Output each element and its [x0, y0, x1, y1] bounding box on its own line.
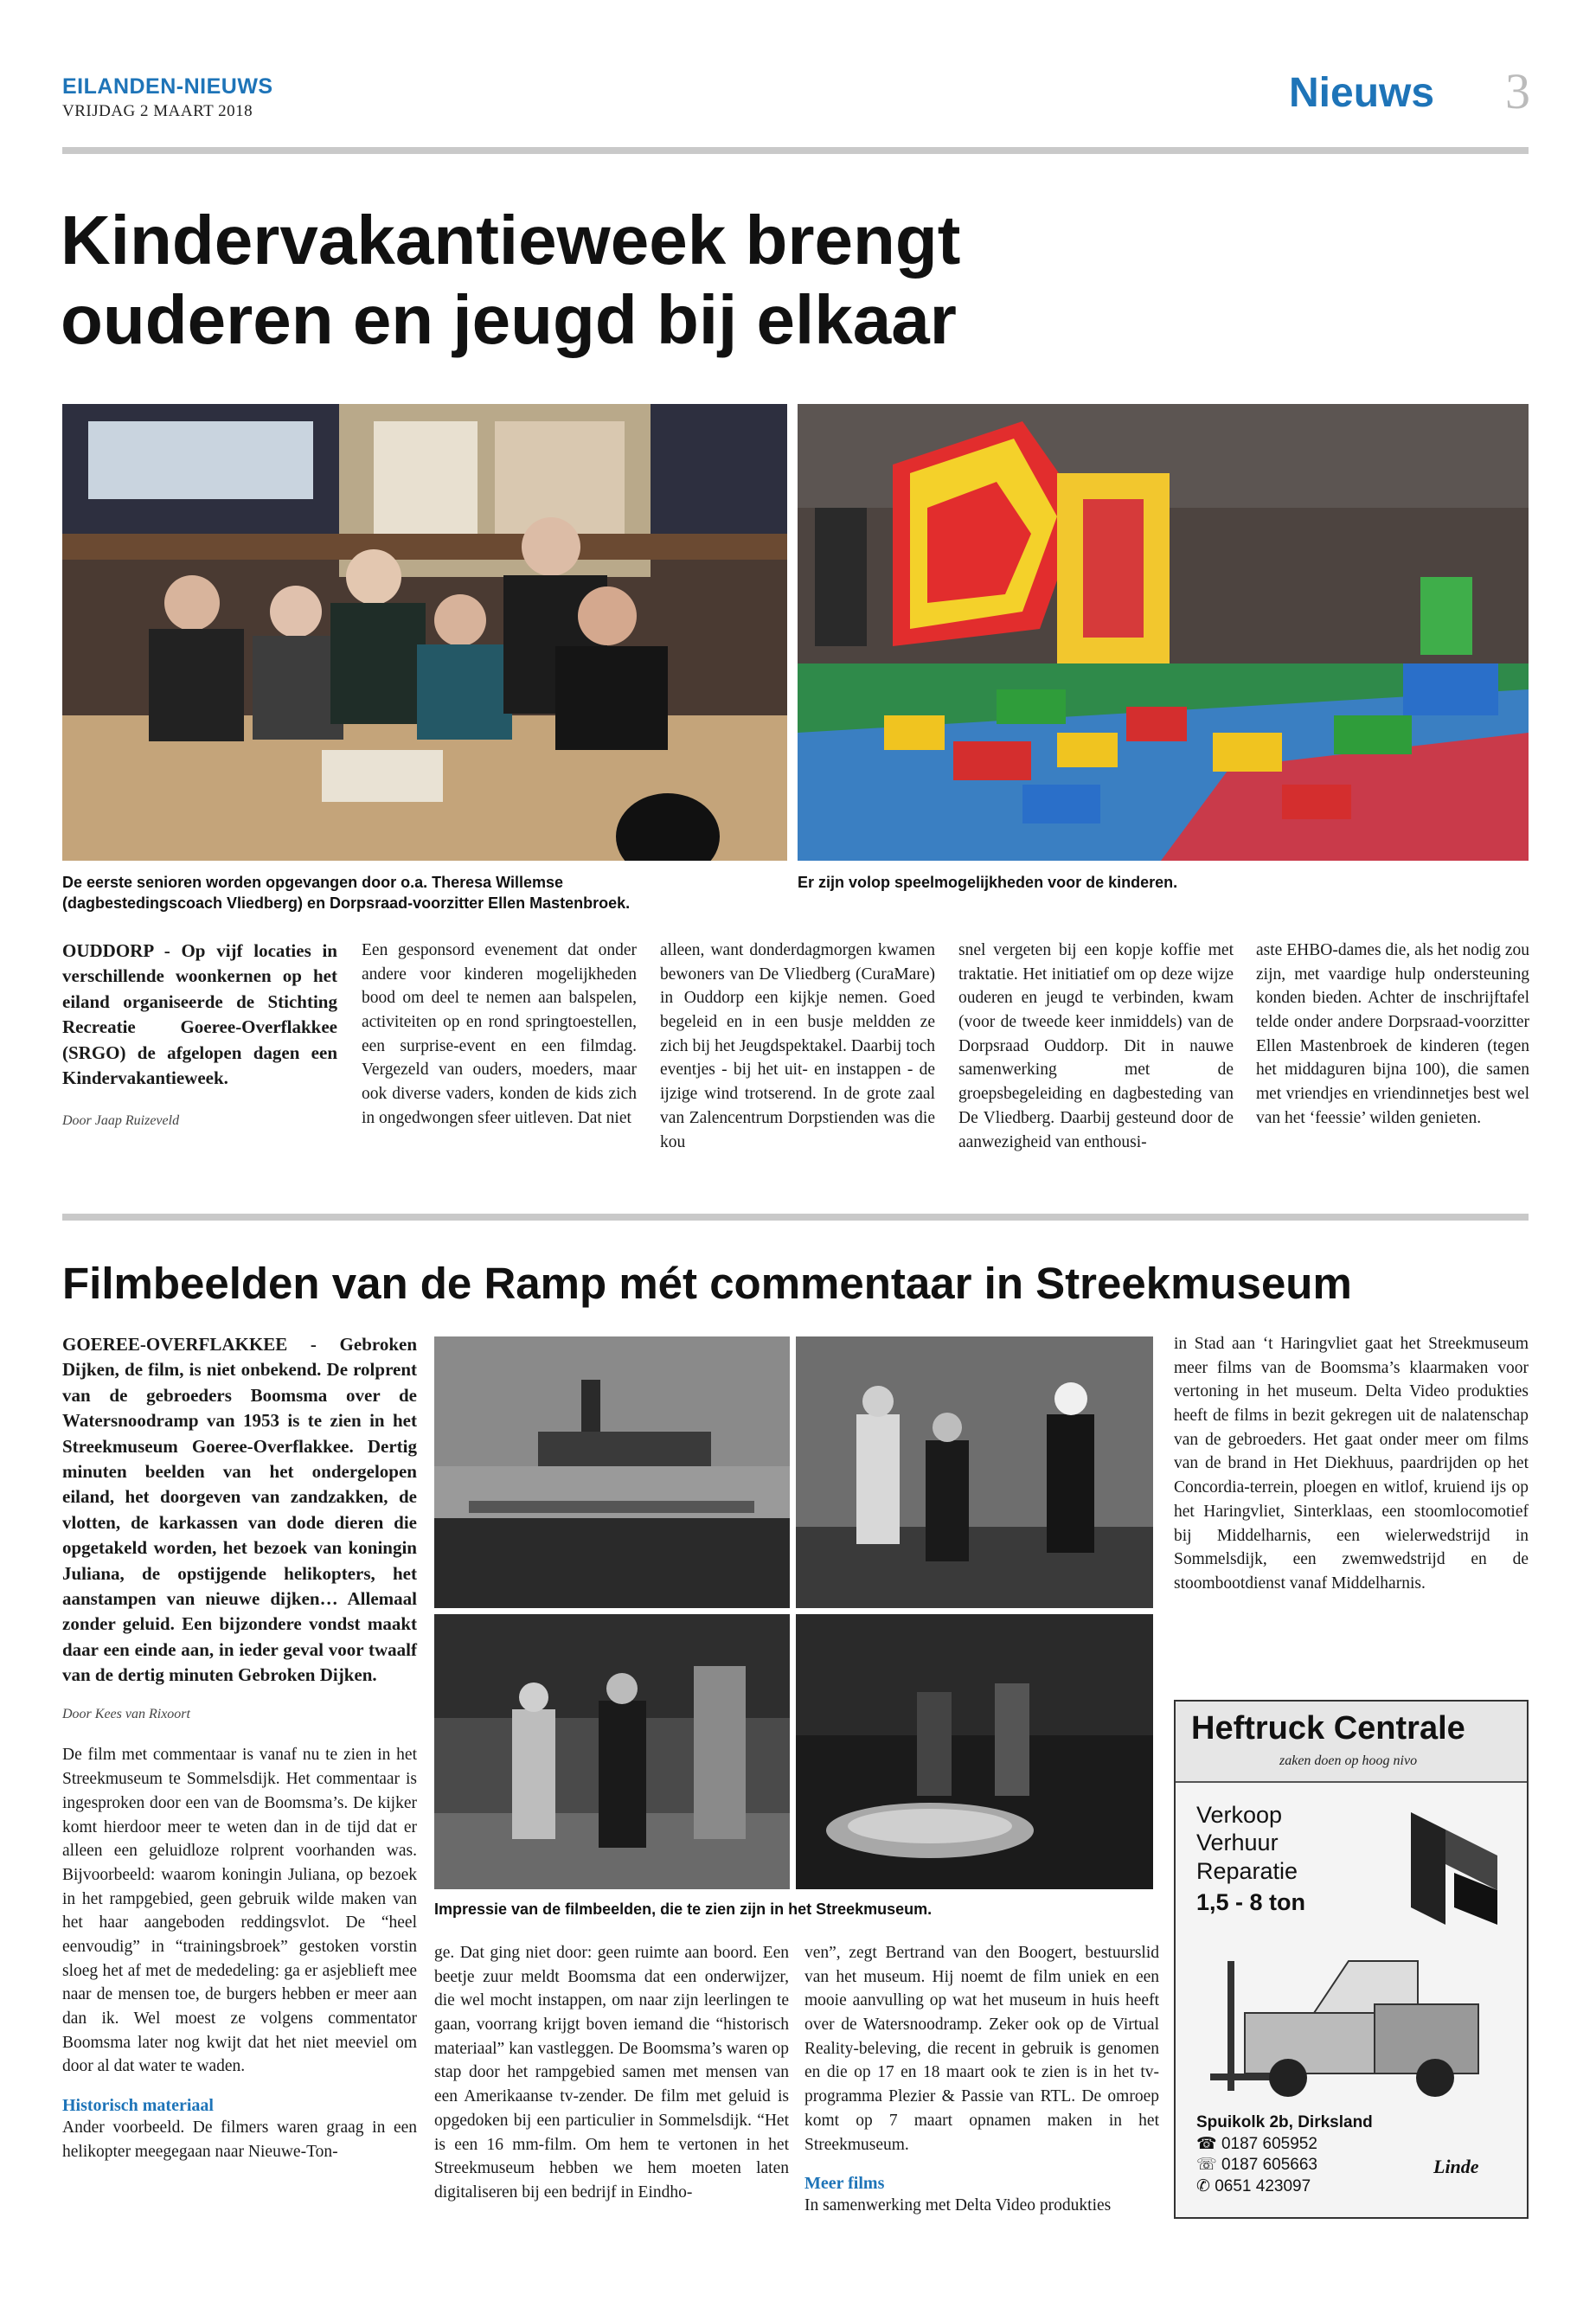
article1-col-3: alleen, want donderdagmorgen kwamen bewoners van De Vliedberg (CuraMare) in Ouddorp een kijkje nemen. Goed begeleid en in een busje meldden ze zich bij het Jeugdspektakel. Daarbij toch eventjes - bij het uit- en instappen - de ijzige wind trotserend. In de grote zaal van Zalencentrum Dorpstienden was die kou	[660, 941, 935, 1151]
ad-phone-1-row	[1196, 2134, 1373, 2156]
article2-col-1	[62, 1332, 417, 2163]
article2-col-1-body: De film met commentaar is vanaf nu te zien in het Streekmuseum te Sommelsdijk. Het commentaar is ingesproken door een van de Boomsma’s. De kijker komt hierdoor meer te weten dan in de tijd dat er alleen een geluidloze rolprent voorhanden was. Bijvoorbeeld: waarom koningin Juliana, op bezoek in het rampgebied, geen gebruik wilde maken van het haar aangeboden reddingsvlot. De “heel eenvoudig” in “trainingsbroek” gestoken vorstin sloeg het af met de mededeling: ga er asjeblieft mee naar de mensen toe, de burgers hebben er meer aan dan ik. Wel moest ze volgens commentator Boomsma later nog kwijt dat het niet meeviel om door al dat water te waden.	[62, 1746, 417, 2076]
ad-phone-2-row	[1196, 2155, 1373, 2176]
article1-col-2: Een gesponsord evenement dat onder andere voor kinderen mogelijkheden bood om deel te nemen aan balspelen, activiteiten op en rond springtoestellen, een surprise-event en een filmdag. Vergezeld van ouders, moeders, maar ook diverse vaders, konden de kids zich in ongedwongen sfeer uitleven. Dat niet	[362, 941, 637, 1127]
article2-headline: Filmbeelden van de Ramp mét commentaar in Streekmuseum	[62, 1259, 1352, 1308]
ad-address: Spuikolk 2b, Dirksland	[1196, 2113, 1373, 2131]
caption-playhall: Er zijn volop speelmogelijkheden voor de kinderen.	[798, 874, 1178, 891]
ad-header	[1176, 1702, 1527, 1783]
article2-col-1-end: Ander voorbeeld. De filmers waren graag in een helikopter meegegaan naar Nieuwe-Ton-	[62, 2118, 417, 2161]
ad-contact	[1196, 2112, 1373, 2198]
ad-brand-logo: Linde	[1433, 2156, 1479, 2177]
article2-lead: GOEREE-OVERFLAKKEE - Gebroken Dijken, de film, is niet onbekend. De rolprent van de gebroeders Boomsma over de Watersnoodramp van 1953 is te zien in het Streekmuseum Goeree-Overflakkee. Dertig minuten beelden van het ondergelopen eiland, het doorgeven van zandzakken, de vlotten, de karkassen van dode dieren die opgetakeld worden, het bezoek van koningin Juliana, de opstijgende helikopters, het aanstampen van nieuwe dijken… Allemaal zonder geluid. Een bijzondere vondst maakt daar een einde aan, in ieder geval voor twaalf van de dertig minuten Gebroken Dijken.	[62, 1334, 417, 1686]
headline-line-1: Kindervakantieweek brengt	[61, 202, 961, 279]
phone-icon: ☎	[1196, 2134, 1221, 2153]
ad-logo-icon	[1402, 1804, 1506, 1933]
subhead-historisch: Historisch materiaal	[62, 2096, 214, 2116]
section-title: Nieuws	[1289, 70, 1435, 116]
film-still-3	[434, 1614, 790, 1889]
film-still-1	[434, 1336, 790, 1608]
ad-service-verhuur: Verhuur	[1196, 1830, 1279, 1856]
article2-col-2: ge. Dat ging niet door: geen ruimte aan boord. Een beetje zuur meldt Boomsma dat een onderwijzer, die wel mocht instappen, om naar zijn leerlingen te gaan, voorrang krijgt boven iemand die “historisch materiaal” kan vastleggen. De Boomsma’s waren op stap door het rampgebied samen met mensen van een Amerikaanse tv-zender. De film met geluid is opgedoken bij een particulier in Sommelsdijk. “Het is een 16 mm-film. Om hem te vertonen in het Streekmuseum hebben we hem moeten laten digitaliseren bij een bedrijf in Eindho-	[434, 1944, 789, 2202]
film-still-4	[796, 1614, 1153, 1889]
ad-tagline: zaken doen op hoog nivo	[1279, 1753, 1418, 1768]
article1-headline	[61, 201, 960, 360]
article2-col-3-end: In samenwerking met Delta Video produkties	[804, 2196, 1112, 2215]
article1-col-1	[62, 939, 337, 1129]
ad-service-verkoop: Verkoop	[1196, 1802, 1283, 1828]
ad-phone-3: 0651 423097	[1215, 2177, 1311, 2196]
ad-phone-3-row	[1196, 2176, 1373, 2198]
forklift-icon	[1210, 1952, 1496, 2099]
article2-byline: Door Kees van Rixoort	[62, 1707, 190, 1722]
section-rule	[62, 1214, 1529, 1221]
caption-seniors-line-1: De eerste senioren worden opgevangen door o.a. Theresa Willemse	[62, 874, 564, 891]
headline-line-2: ouderen en jeugd bij elkaar	[61, 281, 957, 358]
ad-services	[1196, 1801, 1305, 1917]
ad-phone-1: 0187 605952	[1221, 2134, 1317, 2153]
caption-seniors	[62, 872, 789, 914]
article1-byline: Door Jaap Ruizeveld	[62, 1113, 180, 1129]
caption-seniors-line-2: (dagbestedingscoach Vliedberg) en Dorpsraad-voorzitter Ellen Mastenbroek.	[62, 894, 631, 913]
advertisement-heftruck	[1174, 1700, 1529, 2219]
ad-phone-2: 0187 605663	[1221, 2156, 1317, 2175]
ad-range: 1,5 - 8 ton	[1196, 1889, 1306, 1916]
ad-service-reparatie: Reparatie	[1196, 1857, 1298, 1884]
article2-col-4: in Stad aan ‘t Haringvliet gaat het Streekmuseum meer films van de Boomsma’s klaarmaken voor vertoning in het museum. Delta Video produkties heeft de films in bezit gekregen uit de nalatenschap van de gebroeders. Het gaat onder meer om films van de brand in Het Diekhuus, paardrijden op het Concordia-terrein, ploegen en witlof, kruiend ijs op het Haringvliet, Sinterklaas, een stoomlocomotief bij Middelharnis, een wielerwedstrijd in Sommelsdijk, een zwemwedstrijd en de stoombootdienst vanaf Middelharnis.	[1174, 1335, 1529, 1593]
paper-name: EILANDEN-NIEUWS	[62, 74, 273, 99]
caption-film: Impressie van de filmbeelden, die te zien zijn in het Streekmuseum.	[434, 1900, 933, 1918]
mobile-icon: ✆	[1196, 2177, 1215, 2196]
ad-title: Heftruck Centrale	[1191, 1710, 1465, 1747]
issue-date: VRIJDAG 2 MAART 2018	[62, 102, 253, 120]
film-still-2	[796, 1336, 1153, 1608]
top-rule	[62, 147, 1529, 154]
subhead-meer-films: Meer films	[804, 2174, 885, 2194]
article1-col-5: aste EHBO-dames die, als het nodig zou zijn, met vaardige hulp ondersteuning konden bieden. Achter de inschrijftafel telde onder andere Dorpsraad-voorzitter Ellen Mastenbroek de kinderen (tegen het middaguren bijna 100), die samen met vriendjes en vriendinnetjes best wel van het ‘feessie’ wilden genieten.	[1256, 941, 1529, 1127]
page-number: 3	[1505, 63, 1530, 119]
article2-col-3-body: ven”, zegt Bertrand van den Boogert, bestuurslid van het museum. Hij noemt de film uniek en een mooie aanvulling op wat het museum in huis heeft over de Watersnoodramp. Zeker ook op de Virtual Reality-beleving, die recent in gebruik is genomen en die op 17 en 18 maart ook te zien is in het tv-programma Plezier & Passie van RTL. De omroep komt op 7 maart opnamen maken in het Streekmuseum.	[804, 1944, 1159, 2154]
photo-playhall	[798, 404, 1529, 861]
photo-seniors	[62, 404, 787, 861]
article2-col-3	[804, 1941, 1159, 2218]
article1-col-4: snel vergeten bij een kopje koffie met traktatie. Het initiatief om op deze wijze ouderen en jeugd te verbinden, kwam (voor de tweede keer inmiddels) van de Dorpsraad Ouddorp. Dit in nauwe samenwerking met de groepsbegeleiding en dagbesteding van De Vliedberg. Daarbij gesteund door de aanwezigheid van enthousi-	[958, 941, 1234, 1151]
fax-icon: ☏	[1196, 2156, 1222, 2175]
article1-lead: OUDDORP - Op vijf locaties in verschillende woonkernen op het eiland organiseerde de Stichting Recreatie Goeree-Overflakkee (SRGO) de afgelopen dagen een Kindervakantieweek.	[62, 940, 337, 1088]
